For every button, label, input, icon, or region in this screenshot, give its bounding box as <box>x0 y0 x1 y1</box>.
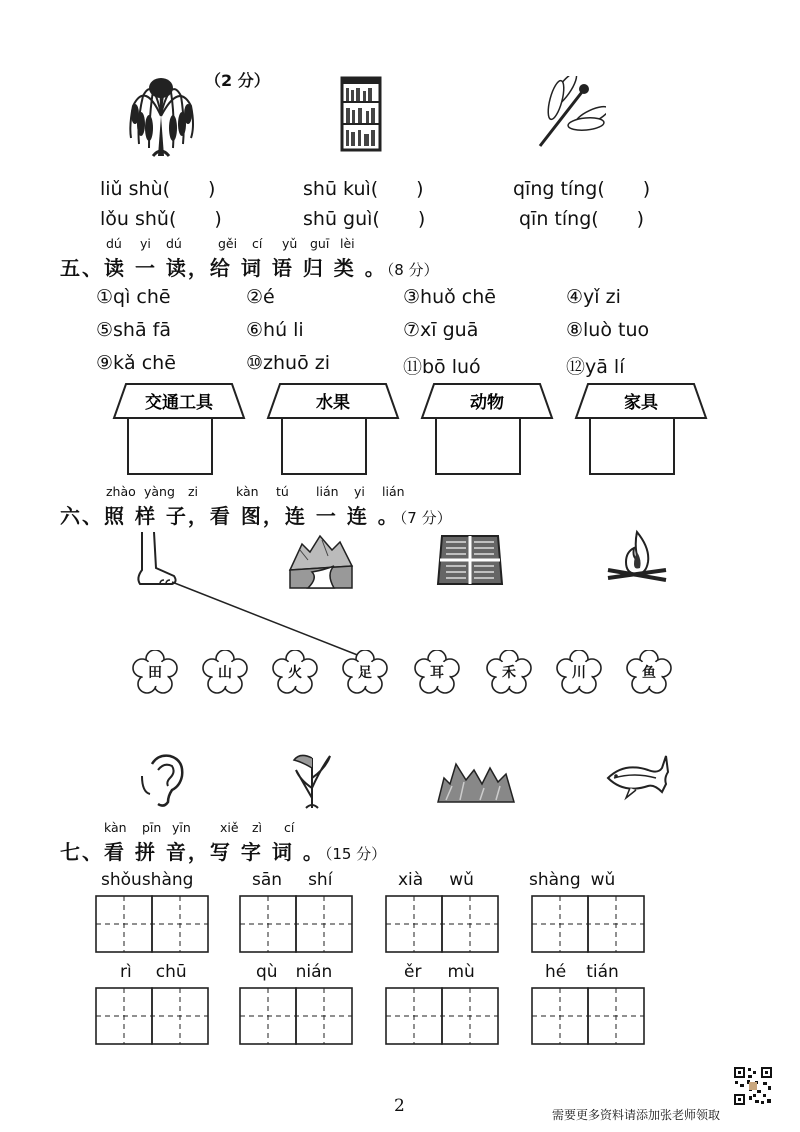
bookcase-icon <box>340 76 382 152</box>
house-label-transport: 交通工具 <box>145 393 213 413</box>
grid-word1[interactable] <box>96 896 208 952</box>
house-label-fruit: 水果 <box>316 393 350 413</box>
dragonfly-icon <box>526 76 606 152</box>
section4-score: （2 分） <box>205 71 270 90</box>
grid-word7[interactable] <box>386 988 498 1044</box>
flower-char-label: 鱼 <box>642 665 656 681</box>
category-houses <box>110 380 730 480</box>
fish-icon <box>604 752 670 802</box>
field-icon <box>436 534 504 586</box>
flower-char-label: 火 <box>288 665 302 681</box>
grid-word8[interactable] <box>532 988 644 1044</box>
word8-pinyin: hé tián <box>545 962 619 982</box>
section5-item-6: ⑥hú li <box>246 319 304 341</box>
flower-char-label: 川 <box>572 665 586 681</box>
flower-char-2[interactable] <box>202 650 248 696</box>
section6-title: 六、照 样 子，看 图，连 一 连 。（7 分） <box>60 504 452 528</box>
writing-grids <box>94 894 654 1046</box>
word5-pinyin: rì chū <box>120 962 187 982</box>
house-label-animal: 动物 <box>470 393 504 413</box>
grid-word3[interactable] <box>386 896 498 952</box>
word2-pinyin: sān shí <box>252 870 333 890</box>
grid-word4[interactable] <box>532 896 644 952</box>
word6-pinyin: qù nián <box>256 962 333 982</box>
word7-pinyin: ěr mù <box>404 962 475 982</box>
rice-plant-icon <box>290 748 334 810</box>
flower-char-5[interactable] <box>414 650 460 696</box>
house-label-furniture: 家具 <box>624 393 658 413</box>
section4-r2c3: qīn tíng( ) <box>519 208 645 230</box>
section4-r1c2: shū kuì( ) <box>303 178 424 200</box>
flower-char-6[interactable] <box>486 650 532 696</box>
flower-char-label: 耳 <box>430 665 444 681</box>
section5-item-4: ④yǐ zi <box>566 286 621 308</box>
flower-char-7[interactable] <box>556 650 602 696</box>
flower-char-label: 禾 <box>502 665 516 681</box>
section5-item-12: ⑫yā lí <box>566 356 625 378</box>
section4-r2c1: lǒu shǔ( ) <box>100 208 222 230</box>
flower-char-3[interactable] <box>272 650 318 696</box>
flower-char-label: 足 <box>358 665 372 681</box>
section5-item-1: ①qì chē <box>96 286 171 308</box>
page-number: 2 <box>394 1096 405 1116</box>
mountain-icon <box>436 760 516 804</box>
qr-code-icon <box>733 1066 773 1106</box>
section5-item-5: ⑤shā fā <box>96 319 171 341</box>
section4-r1c1: liǔ shù( ) <box>100 178 216 200</box>
grid-word6[interactable] <box>240 988 352 1044</box>
section4-r2c2: shū guì( ) <box>303 208 426 230</box>
section7-title: 七、看 拼 音，写 字 词 。（15 分） <box>60 840 387 864</box>
section4-r1c3: qīng tíng( ) <box>513 178 651 200</box>
ear-icon <box>138 752 188 808</box>
section5-item-10: ⑩zhuō zi <box>246 352 331 374</box>
flower-char-4[interactable] <box>342 650 388 696</box>
flower-char-1[interactable] <box>132 650 178 696</box>
footer-text: 需要更多资料请添加张老师领取 <box>552 1108 721 1122</box>
section5-item-7: ⑦xī guā <box>403 319 479 341</box>
grid-word5[interactable] <box>96 988 208 1044</box>
section5-item-9: ⑨kǎ chē <box>96 352 176 374</box>
flower-char-label: 山 <box>218 665 232 681</box>
flower-char-label: 田 <box>148 665 162 681</box>
section5-item-11: ⑪bō luó <box>403 356 481 378</box>
section5-title: 五、读 一 读，给 词 语 归 类 。（8 分） <box>60 256 439 280</box>
section5-item-2: ②é <box>246 286 275 308</box>
fire-icon <box>604 528 670 588</box>
section5-item-8: ⑧luò tuo <box>566 319 650 341</box>
flower-char-8[interactable] <box>626 650 672 696</box>
grid-word2[interactable] <box>240 896 352 952</box>
example-connection-line <box>170 580 370 660</box>
word1-pinyin: shǒushàng <box>101 870 194 890</box>
section5-item-3: ③huǒ chē <box>403 286 496 308</box>
word3-pinyin: xià wǔ <box>398 870 474 890</box>
willow-tree-icon <box>125 66 197 158</box>
word4-pinyin: shàng wǔ <box>529 870 616 890</box>
